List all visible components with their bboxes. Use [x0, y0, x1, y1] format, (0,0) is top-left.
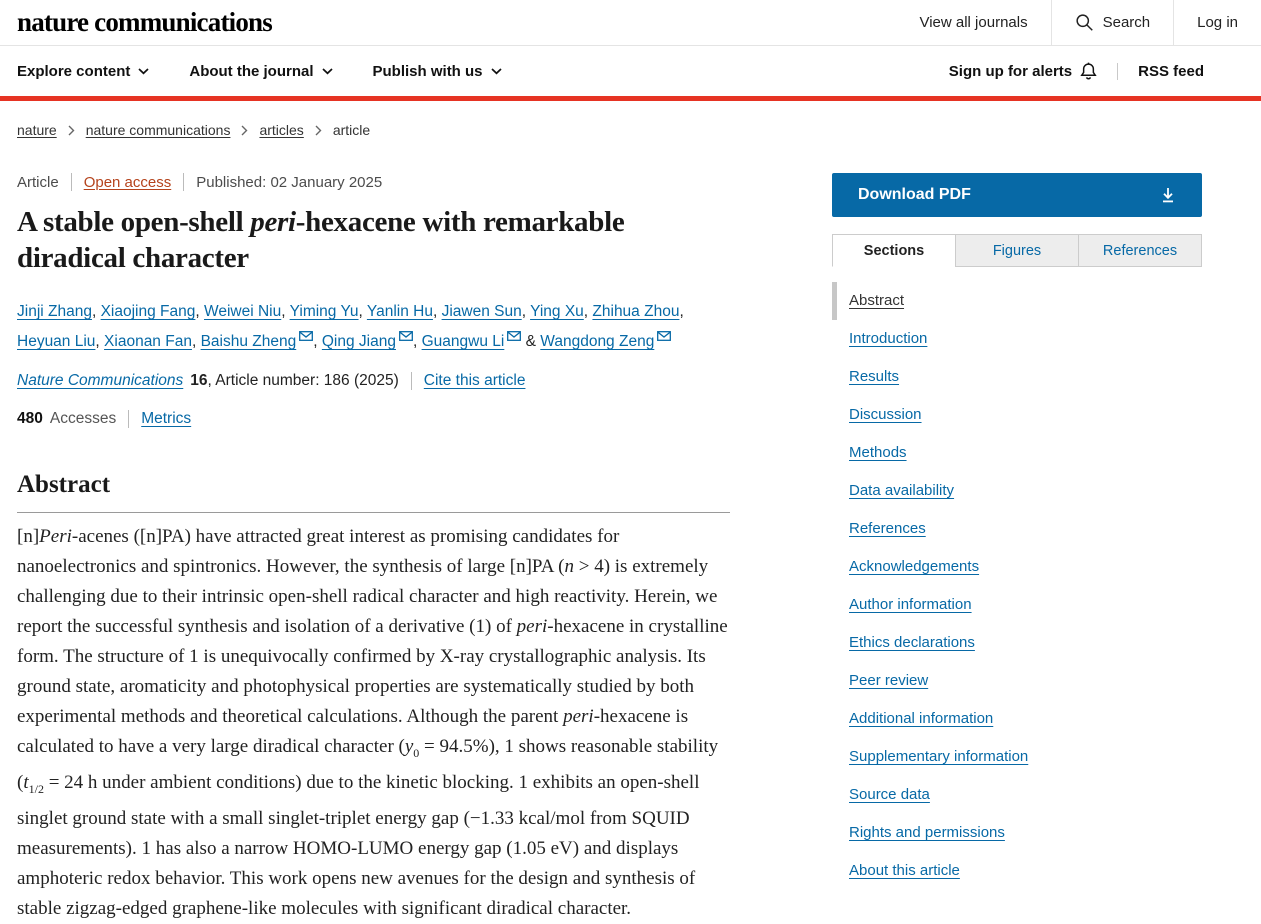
toc-item	[832, 776, 1202, 814]
breadcrumb-nature[interactable]: nature	[17, 122, 57, 138]
sidebar-section-author-information[interactable]: Author information	[849, 596, 972, 613]
abstract-heading: Abstract	[17, 471, 111, 498]
breadcrumb	[0, 101, 1261, 138]
author-link[interactable]: Baishu Zheng	[200, 333, 297, 350]
divider	[128, 410, 129, 428]
author-separator: ,	[679, 303, 684, 320]
article-sidebar	[832, 173, 1202, 890]
author-link[interactable]: Xiaojing Fang	[100, 303, 196, 320]
author-link[interactable]: Wangdong Zeng	[540, 333, 655, 350]
header-links	[896, 0, 1261, 45]
site-header	[0, 0, 1261, 46]
nav-about-the-journal-label: About the journal	[189, 62, 314, 80]
sidebar-section-acknowledgements[interactable]: Acknowledgements	[849, 558, 980, 575]
author-link[interactable]: Zhihua Zhou	[592, 303, 680, 320]
navbar-menus	[17, 63, 502, 80]
author-link[interactable]: Yanlin Hu	[366, 303, 433, 320]
breadcrumb-nature-communications[interactable]: nature communications	[85, 122, 231, 138]
author-link[interactable]: Qing Jiang	[321, 333, 396, 350]
nav-explore-content-label: Explore content	[17, 62, 131, 80]
author-separator: ,	[95, 333, 105, 350]
open-access-link[interactable]: Open access	[83, 173, 172, 191]
toc-item	[832, 548, 1202, 586]
tab-sections[interactable]: Sections	[832, 234, 956, 267]
tab-figures[interactable]: Figures	[955, 234, 1079, 267]
toc-item	[832, 282, 1202, 320]
author-link[interactable]: Ying Xu	[530, 303, 584, 320]
search-icon	[1075, 13, 1094, 32]
nav-publish-with-us-label: Publish with us	[372, 62, 483, 80]
divider	[183, 173, 184, 191]
sidebar-section-discussion[interactable]: Discussion	[849, 406, 922, 423]
journal-citation-row	[17, 372, 730, 390]
sidebar-section-references[interactable]: References	[849, 520, 926, 537]
author-separator: ,	[432, 303, 442, 320]
accesses-label: Accesses	[49, 410, 117, 427]
search-link[interactable]	[1051, 0, 1174, 45]
article-meta-row	[17, 173, 730, 191]
cite-this-article-link[interactable]: Cite this article	[423, 372, 526, 389]
toc-item	[832, 852, 1202, 890]
author-link[interactable]: Jiawen Sun	[441, 303, 522, 320]
sidebar-section-methods[interactable]: Methods	[849, 444, 907, 461]
chevron-right-icon	[241, 125, 248, 136]
author-separator: &	[521, 333, 541, 350]
article-content	[17, 173, 730, 924]
toc-item	[832, 358, 1202, 396]
published-date: Published: 02 January 2025	[196, 173, 383, 191]
toc-item	[832, 396, 1202, 434]
nav-about-the-journal[interactable]	[189, 63, 332, 80]
sign-up-for-alerts-link[interactable]	[949, 62, 1117, 81]
view-all-journals-label: View all journals	[919, 14, 1028, 31]
author-link[interactable]: Weiwei Niu	[204, 303, 282, 320]
toc-item	[832, 586, 1202, 624]
toc-item	[832, 738, 1202, 776]
mail-icon[interactable]	[299, 331, 313, 341]
toc-item	[832, 320, 1202, 358]
abstract-paragraph: [n]Peri-acenes ([n]PA) have attracted great interest as promising candidates for nanoelectronics and spintronics. However, the synthesis of large [n]PA (n > 4) is extremely challenging due to their intrinsic open-shell radical character and high reactivity. Herein, we report the successful synthesis and isolation of a derivative (1) of peri-hexacene in crystalline form. The structure of 1 is unequivocally confirmed by X-ray crystallographic analysis. Its ground state, aromaticity and photophysical properties are systematically studied by both experimental methods and theoretical calculations. Although the parent peri-hexacene is calculated to have a very large diradical character $(y_0 = 94.5\%)$, 1 shows reasonable stability ($t_{1/2} = 24$ h under ambient conditions) due to the kinetic blocking. 1 exhibits an open-shell singlet ground state with a small singlet-triplet energy gap (−1.33 kcal/mol from SQUID measurements). 1 has also a narrow HOMO-LUMO energy gap (1.05 eV) and displays amphoteric redox behavior. This work opens new avenues for the design and synthesis of stable zigzag-edged graphene-like molecules with significant diradical character.	[17, 526, 728, 919]
metrics-link[interactable]: Metrics	[141, 410, 192, 427]
mail-icon[interactable]	[507, 331, 521, 341]
breadcrumb-articles[interactable]: articles	[259, 122, 304, 138]
chevron-down-icon	[491, 68, 502, 75]
journal-name-link[interactable]: Nature Communications	[17, 372, 184, 389]
download-icon	[1160, 187, 1176, 203]
metrics-row	[17, 410, 730, 428]
main-layout	[0, 138, 1261, 924]
author-separator: ,	[583, 303, 593, 320]
sidebar-section-additional-information[interactable]: Additional information	[849, 710, 994, 727]
author-link[interactable]: Jinji Zhang	[17, 303, 92, 320]
author-separator: ,	[281, 303, 290, 320]
chevron-right-icon	[68, 125, 75, 136]
sidebar-section-ethics-declarations[interactable]: Ethics declarations	[849, 634, 975, 651]
journal-navbar	[0, 46, 1261, 96]
toc-item	[832, 700, 1202, 738]
sections-list	[832, 282, 1202, 890]
search-label: Search	[1102, 14, 1151, 31]
author-separator: ,	[91, 303, 101, 320]
nav-publish-with-us[interactable]	[373, 63, 502, 80]
sidebar-section-peer-review[interactable]: Peer review	[849, 672, 929, 689]
toc-item	[832, 510, 1202, 548]
nav-explore-content[interactable]	[17, 63, 149, 80]
log-in-label: Log in	[1197, 14, 1238, 31]
author-separator: ,	[191, 333, 201, 350]
rss-feed-link[interactable]: RSS feed	[1117, 63, 1204, 80]
author-link[interactable]: Guangwu Li	[421, 333, 505, 350]
sidebar-section-data-availability[interactable]: Data availability	[849, 482, 955, 499]
toc-item	[832, 662, 1202, 700]
article-number: , Article number: 186 (2025)	[207, 372, 399, 389]
divider	[71, 173, 72, 191]
author-list	[17, 297, 730, 357]
nature-communications-logo[interactable]: nature communications	[17, 7, 272, 37]
article-title: A stable open-shell peri-hexacene with remarkable diradical character	[17, 206, 625, 274]
author-separator: ,	[313, 333, 322, 350]
sidebar-tabs	[832, 234, 1202, 267]
toc-item	[832, 624, 1202, 662]
sidebar-section-introduction[interactable]: Introduction	[849, 330, 928, 347]
log-in-link[interactable]	[1173, 0, 1261, 45]
sidebar-section-about-this-article[interactable]: About this article	[849, 862, 960, 879]
mail-icon[interactable]	[399, 331, 413, 341]
journal-volume: 16	[190, 372, 208, 389]
chevron-down-icon	[322, 68, 333, 75]
chevron-down-icon	[138, 68, 149, 75]
chevron-right-icon	[315, 125, 322, 136]
sidebar-section-source-data[interactable]: Source data	[849, 786, 930, 803]
tab-references[interactable]: References	[1078, 234, 1202, 267]
author-separator: ,	[358, 303, 367, 320]
download-pdf-button[interactable]	[832, 173, 1202, 217]
article-type-label: Article	[17, 173, 59, 191]
author-link[interactable]: Yiming Yu	[289, 303, 359, 320]
toc-item	[832, 814, 1202, 852]
view-all-journals-link[interactable]	[896, 0, 1050, 45]
author-separator: ,	[521, 303, 531, 320]
sidebar-section-abstract[interactable]: Abstract	[849, 292, 905, 309]
toc-item	[832, 472, 1202, 510]
bell-icon	[1080, 62, 1097, 81]
sidebar-section-results[interactable]: Results	[849, 368, 900, 385]
sign-up-for-alerts-label: Sign up for alerts	[948, 62, 1073, 80]
abstract-divider	[17, 512, 730, 513]
breadcrumb-article: article	[332, 122, 371, 138]
author-link[interactable]: Xiaonan Fan	[104, 333, 192, 350]
download-pdf-label: Download PDF	[858, 186, 971, 203]
sidebar-section-supplementary-information[interactable]: Supplementary information	[849, 748, 1029, 765]
accesses-count: 480	[17, 410, 43, 427]
navbar-actions	[949, 62, 1204, 81]
sidebar-section-rights-and-permissions[interactable]: Rights and permissions	[849, 824, 1005, 841]
divider	[411, 372, 412, 390]
author-separator: ,	[412, 333, 422, 350]
toc-item	[832, 434, 1202, 472]
author-link[interactable]: Heyuan Liu	[17, 333, 96, 350]
author-separator: ,	[195, 303, 205, 320]
mail-icon[interactable]	[657, 331, 671, 341]
